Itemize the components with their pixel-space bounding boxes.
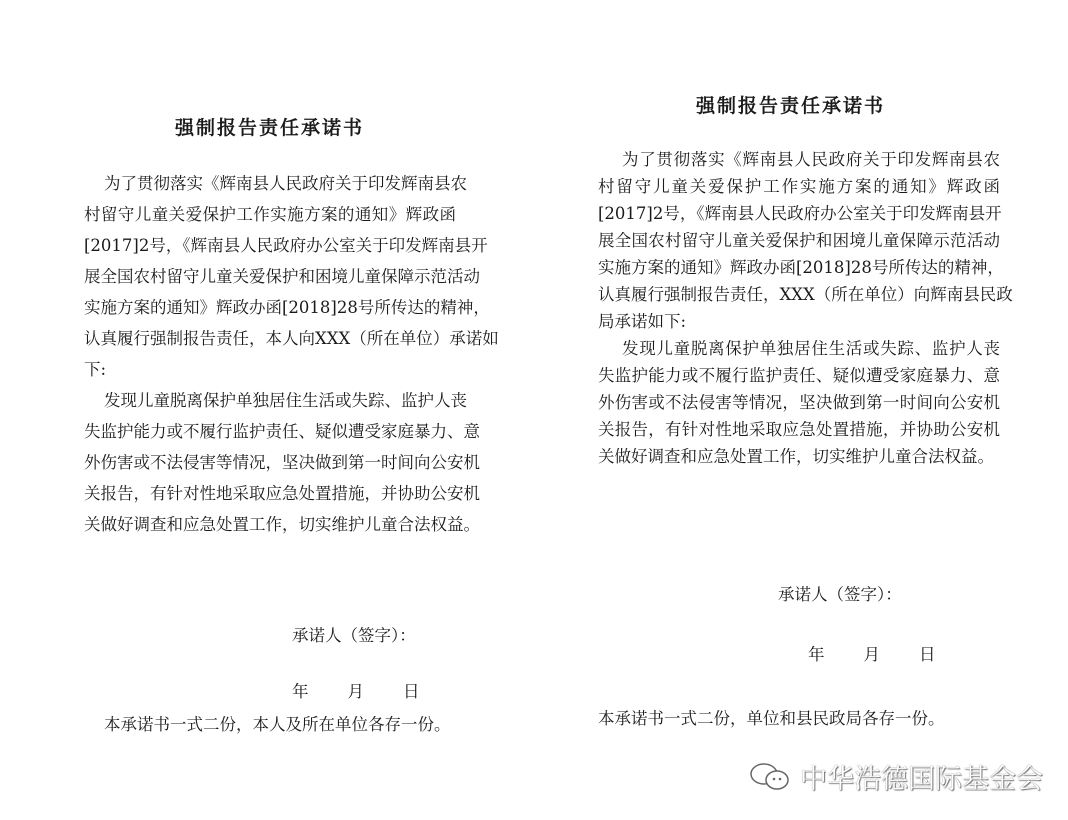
watermark-text: 中华浩德国际基金会 [800,764,1043,795]
para1-line: 为了贯彻落实《辉南县人民政府关于印发辉南县农 [622,150,1000,169]
para2-line: 失监护能力或不履行监护责任、疑似遭受家庭暴力、意 [84,422,480,441]
para1-line: 村留守儿童关爱保护工作实施方案的通知》辉政函 [84,205,456,224]
para1-line: 实施方案的通知》辉政办函[2018]28号所传达的精神， [598,258,1004,277]
signature-line: 承诺人（签字）： [778,585,902,604]
page-title: 强制报告责任承诺书 [175,117,365,139]
para2-line: 关做好调查和应急处置工作，切实维护儿童合法权益。 [84,515,480,534]
date-line: 年 月 日 [292,682,422,701]
para1-line: 展全国农村留守儿童关爱保护和困境儿童保障示范活动 [598,231,1000,250]
para1-line: 村留守儿童关爱保护工作实施方案的通知》辉政函 [598,177,1000,196]
para1-line: [2017]2号，《辉南县人民政府办公室关于印发辉南县开 [598,204,1002,223]
para2-line: 外伤害或不法侵害等情况，坚决做到第一时间向公安机 [598,393,1000,412]
para1-line: 认真履行强制报告责任，XXX（所在单位）向辉南县民政 [598,285,1013,304]
para2-line: 关报告，有针对性地采取应急处置措施，并协助公安机 [84,484,480,503]
para1-line: 下: [84,360,107,379]
para2-line: 失监护能力或不履行监护责任、疑似遭受家庭暴力、意 [598,366,1000,385]
para1-line: [2017]2号，《辉南县人民政府办公室关于印发辉南县开 [84,236,488,255]
para2-line: 发现儿童脱离保护单独居住生活或失踪、监护人丧 [104,391,467,410]
para1-line: 为了贯彻落实《辉南县人民政府关于印发辉南县农 [104,174,467,193]
watermark [748,757,1043,796]
para1-line: 认真履行强制报告责任，本人向XXX（所在单位）承诺如 [84,329,499,348]
signature-line: 承诺人（签字）： [292,626,416,645]
para2-line: 关报告，有针对性地采取应急处置措施，并协助公安机 [598,420,1000,439]
para2-line: 关做好调查和应急处置工作，切实维护儿童合法权益。 [598,447,994,466]
para2-line: 发现儿童脱离保护单独居住生活或失踪、监护人丧 [622,339,1000,358]
para2-line: 外伤害或不法侵害等情况，坚决做到第一时间向公安机 [84,453,480,472]
para1-line: 局承诺如下: [598,312,687,331]
copies-note: 本承诺书一式二份，单位和县民政局各存一份。 [598,709,945,728]
date-line: 年 月 日 [808,645,938,664]
para1-line: 实施方案的通知》辉政办函[2018]28号所传达的精神， [84,298,490,317]
wechat-icon [748,761,792,793]
page-title: 强制报告责任承诺书 [696,95,886,117]
right-page [534,0,1068,820]
para1-line: 展全国农村留守儿童关爱保护和困境儿童保障示范活动 [84,267,480,286]
copies-note: 本承诺书一式二份，本人及所在单位各存一份。 [104,715,451,734]
